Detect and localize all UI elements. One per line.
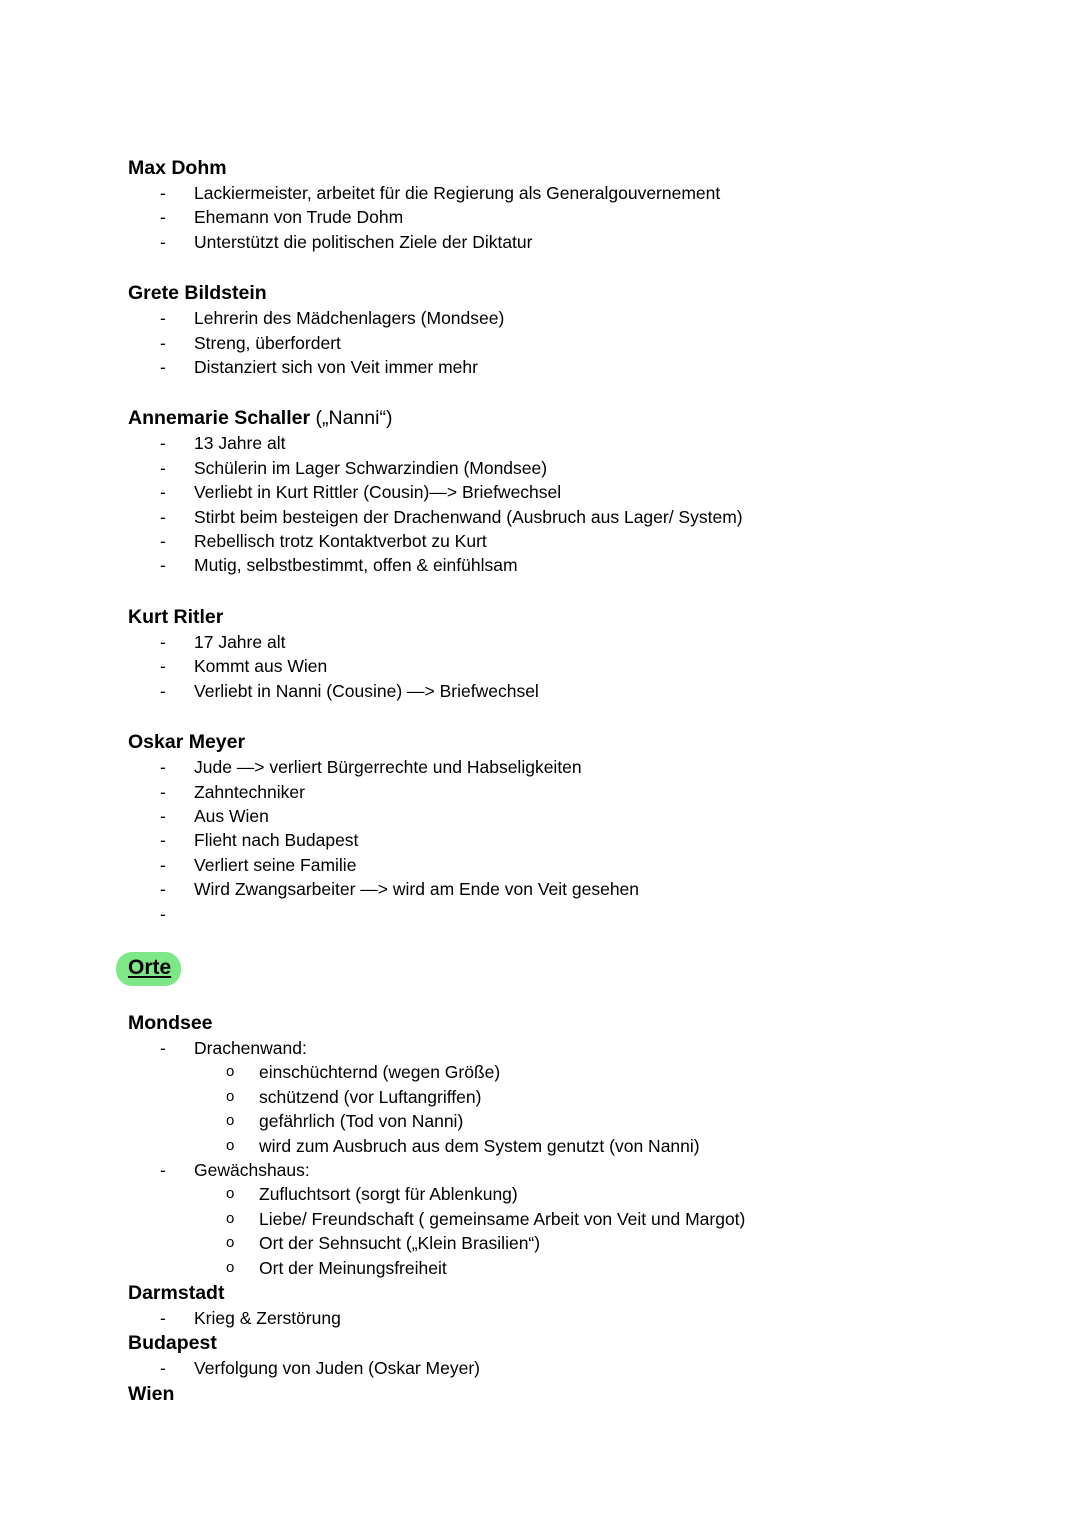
sub-list-item-text: Ort der Sehnsucht („Klein Brasilien“) <box>259 1233 541 1254</box>
dash-bullet: - <box>160 1307 166 1328</box>
circle-bullet: o <box>226 1087 235 1105</box>
character-traits <box>128 431 1028 577</box>
circle-bullet: o <box>226 1136 235 1154</box>
sub-list-item <box>128 1207 1028 1231</box>
list-item-text: Mutig, selbstbestimmt, offen & einfühlsam <box>194 555 518 576</box>
list-item-text: Lehrerin des Mädchenlagers (Mondsee) <box>194 308 505 329</box>
list-item-text: Verfolgung von Juden (Oskar Meyer) <box>194 1358 480 1379</box>
character-traits <box>128 755 1028 926</box>
sub-list-item-text: einschüchternd (wegen Größe) <box>259 1062 501 1083</box>
list-item-text: Unterstützt die politischen Ziele der Diktatur <box>194 231 533 252</box>
list-item <box>128 553 1028 577</box>
character-name: Grete Bildstein <box>128 282 267 305</box>
list-item <box>128 1356 1028 1380</box>
list-item <box>128 331 1028 355</box>
dash-bullet: - <box>160 308 166 329</box>
list-item <box>128 877 1028 901</box>
dash-bullet: - <box>160 357 166 378</box>
list-item-text: Distanziert sich von Veit immer mehr <box>194 357 478 378</box>
sub-list-item <box>128 1182 1028 1206</box>
dash-bullet: - <box>160 482 166 503</box>
dash-bullet: - <box>160 757 166 778</box>
section-title-orte: Orte <box>116 952 181 986</box>
list-item <box>128 654 1028 678</box>
place-details <box>128 1306 1028 1330</box>
list-item <box>128 230 1028 254</box>
character-annemarie-schaller <box>128 405 1028 577</box>
list-item-text: Krieg & Zerstörung <box>194 1307 341 1328</box>
place-name: Budapest <box>128 1332 217 1355</box>
dash-bullet: - <box>160 531 166 552</box>
sub-list-item-text: wird zum Ausbruch aus dem System genutzt (von Nanni) <box>259 1135 700 1156</box>
dash-bullet: - <box>160 555 166 576</box>
dash-bullet: - <box>160 879 166 900</box>
dash-bullet: - <box>160 854 166 875</box>
dash-bullet: - <box>160 1037 166 1058</box>
document-content <box>128 155 1028 1407</box>
list-item <box>128 780 1028 804</box>
sub-list-item-text: Liebe/ Freundschaft ( gemeinsame Arbeit von Veit und Margot) <box>259 1208 746 1229</box>
list-item-text: Zahntechniker <box>194 781 305 802</box>
sub-list-item <box>128 1060 1028 1084</box>
dash-bullet: - <box>160 332 166 353</box>
character-name: Kurt Ritler <box>128 605 224 628</box>
sub-list-item-text: Zufluchtsort (sorgt für Ablenkung) <box>259 1184 518 1205</box>
circle-bullet: o <box>226 1209 235 1227</box>
list-item-text: Kommt aus Wien <box>194 656 328 677</box>
list-item-text: Flieht nach Budapest <box>194 830 359 851</box>
list-item-text: Jude —> verliert Bürgerrechte und Habseligkeiten <box>194 757 582 778</box>
list-item-text: Verliert seine Familie <box>194 854 357 875</box>
list-item <box>128 1036 1028 1158</box>
list-item-text: Schülerin im Lager Schwarzindien (Mondsee) <box>194 457 548 478</box>
character-name: Oskar Meyer <box>128 731 246 754</box>
circle-bullet: o <box>226 1234 235 1252</box>
circle-bullet: o <box>226 1112 235 1130</box>
list-item-text: Aus Wien <box>194 805 269 826</box>
dash-bullet: - <box>160 231 166 252</box>
list-item <box>128 679 1028 703</box>
list-item <box>128 181 1028 205</box>
sub-list-item <box>128 1085 1028 1109</box>
list-item-text: Stirbt beim besteigen der Drachenwand (Ausbruch aus Lager/ System) <box>194 506 743 527</box>
character-max-dohm <box>128 155 1028 254</box>
place-darmstadt <box>128 1280 1028 1330</box>
dash-bullet: - <box>160 903 166 924</box>
character-traits <box>128 630 1028 703</box>
dash-bullet: - <box>160 207 166 228</box>
character-traits <box>128 181 1028 254</box>
place-name: Wien <box>128 1382 175 1405</box>
sub-list-item-text: gefährlich (Tod von Nanni) <box>259 1111 464 1132</box>
list-item <box>128 306 1028 330</box>
list-item-text: Wird Zwangsarbeiter —> wird am Ende von Veit gesehen <box>194 879 640 900</box>
list-item-text: 13 Jahre alt <box>194 433 286 454</box>
place-mondsee <box>128 1010 1028 1280</box>
circle-bullet: o <box>226 1185 235 1203</box>
dash-bullet: - <box>160 1159 166 1180</box>
list-item <box>128 853 1028 877</box>
list-item <box>128 505 1028 529</box>
character-name: Max Dohm <box>128 157 227 179</box>
character-heading <box>128 405 1028 431</box>
list-item <box>128 828 1028 852</box>
list-item <box>128 456 1028 480</box>
sub-list-item <box>128 1231 1028 1255</box>
dash-bullet: - <box>160 183 166 203</box>
list-item-text: Drachenwand: <box>194 1037 307 1058</box>
list-item-text: Ehemann von Trude Dohm <box>194 207 404 228</box>
sub-list-item-text: Ort der Meinungsfreiheit <box>259 1257 447 1278</box>
circle-bullet: o <box>226 1063 235 1081</box>
sub-list-item <box>128 1134 1028 1158</box>
dash-bullet: - <box>160 457 166 478</box>
sub-list-item-text: schützend (vor Luftangriffen) <box>259 1086 482 1107</box>
dash-bullet: - <box>160 805 166 826</box>
list-item <box>128 355 1028 379</box>
dash-bullet: - <box>160 830 166 851</box>
list-item-text: Verliebt in Kurt Rittler (Cousin)—> Briefwechsel <box>194 482 562 503</box>
circle-bullet: o <box>226 1258 235 1276</box>
list-item <box>128 804 1028 828</box>
dash-bullet: - <box>160 680 166 701</box>
list-item <box>128 529 1028 553</box>
character-traits <box>128 306 1028 379</box>
list-item <box>128 755 1028 779</box>
dash-bullet: - <box>160 656 166 677</box>
list-item <box>128 1306 1028 1330</box>
character-grete-bildstein <box>128 280 1028 379</box>
dash-bullet: - <box>160 506 166 527</box>
dash-bullet: - <box>160 1358 166 1379</box>
sub-list <box>194 1060 1028 1158</box>
place-name: Darmstadt <box>128 1281 225 1304</box>
list-item-text: Verliebt in Nanni (Cousine) —> Briefwechsel <box>194 680 539 701</box>
sub-list-item <box>128 1256 1028 1280</box>
list-item <box>128 630 1028 654</box>
place-details <box>128 1036 1028 1280</box>
list-item-text: 17 Jahre alt <box>194 631 286 652</box>
character-name: Annemarie Schaller <box>128 407 311 430</box>
list-item-empty <box>128 902 1028 926</box>
list-item-text: Lackiermeister, arbeitet für die Regierung als Generalgouvernement <box>194 183 721 203</box>
sub-list <box>194 1182 1028 1280</box>
dash-bullet: - <box>160 631 166 652</box>
place-name: Mondsee <box>128 1011 213 1034</box>
sub-list-item <box>128 1109 1028 1133</box>
place-details <box>128 1356 1028 1380</box>
list-item-text: Gewächshaus: <box>194 1159 310 1180</box>
character-kurt-ritler <box>128 604 1028 703</box>
list-item-text: Streng, überfordert <box>194 332 341 353</box>
dash-bullet: - <box>160 433 166 454</box>
list-item <box>128 205 1028 229</box>
character-oskar-meyer <box>128 729 1028 926</box>
character-nickname: („Nanni“) <box>310 407 393 430</box>
list-item <box>128 1158 1028 1280</box>
list-item <box>128 431 1028 455</box>
place-budapest <box>128 1330 1028 1380</box>
place-wien <box>128 1381 1028 1407</box>
list-item <box>128 480 1028 504</box>
dash-bullet: - <box>160 781 166 802</box>
orte-section-header <box>116 952 1028 986</box>
list-item-text: Rebellisch trotz Kontaktverbot zu Kurt <box>194 531 487 552</box>
